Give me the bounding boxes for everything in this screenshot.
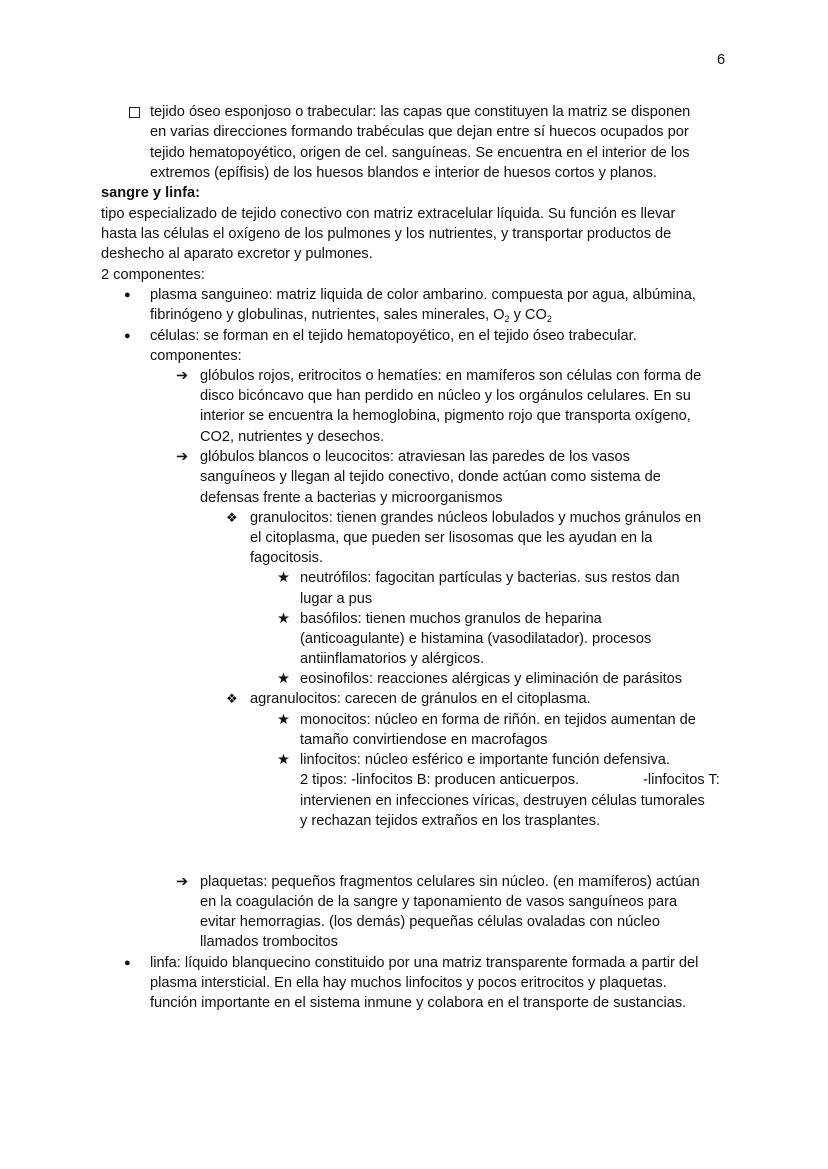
- linfocitos-line: intervienen en infecciones víricas, destruyen células tumorales: [300, 793, 705, 809]
- plaquetas-line: plaquetas: pequeños fragmentos celulares sin núcleo. (en mamíferos) actúan: [200, 874, 700, 890]
- monocitos-line: tamaño convirtiendose en macrofagos: [300, 732, 548, 748]
- page-number: 6: [717, 52, 726, 68]
- granulocitos-line: el citoplasma, que pueden ser lisosomas que les ayudan en la: [250, 530, 653, 546]
- monocitos-line: monocitos: núcleo en forma de riñón. en tejidos aumentan de: [300, 712, 696, 728]
- star-icon: ★: [277, 752, 291, 768]
- basofilos-line: basófilos: tienen muchos granulos de heparina: [300, 611, 602, 627]
- arrow-icon: ➔: [176, 874, 189, 890]
- basofilos-line: antiinflamatorios y alérgicos.: [300, 651, 485, 667]
- paragraph-line: deshecho al aparato excretor y pulmones.: [101, 246, 373, 262]
- plaquetas-line: en la coagulación de la sangre y taponamiento de vasos sanguíneos para: [200, 894, 678, 910]
- globulos-rojos-line: interior se encuentra la hemoglobina, pigmento rojo que transporta oxígeno,: [200, 408, 691, 424]
- linfa-line: linfa: líquido blanquecino constituido por una matriz transparente formada a partir del: [150, 955, 699, 971]
- linfa-line: función importante en el sistema inmune y colabora en el transporte de sustancias.: [150, 995, 687, 1011]
- eosinofilos-line: eosinofilos: reacciones alérgicas y eliminación de parásitos: [300, 671, 683, 687]
- star-icon: ★: [277, 712, 291, 728]
- globulos-rojos-line: glóbulos rojos, eritrocitos o hematíes: en mamíferos son células con forma de: [200, 368, 702, 384]
- paragraph-line: hasta las células el oxígeno de los pulmones y los nutrientes, y transportar productos de: [101, 226, 672, 242]
- neutrofilos-line: lugar a pus: [300, 591, 373, 607]
- components-label: 2 componentes:: [101, 267, 205, 283]
- globulos-rojos-line: disco bicóncavo que han perdido en núcleo y los orgánulos celulares. En su: [200, 388, 691, 404]
- plasma-line: plasma sanguineo: matriz liquida de color ambarino. compuesta por agua, albúmina,: [150, 287, 696, 303]
- star-icon: ★: [277, 570, 291, 586]
- arrow-icon: ➔: [176, 449, 189, 465]
- bullet-icon: ●: [124, 957, 131, 969]
- intro-line: en varias direcciones formando trabéculas que dejan entre sí huecos ocupados por: [150, 124, 689, 140]
- intro-line: tejido hematopoyético, origen de cel. sanguíneas. Se encuentra en el interior de los: [150, 145, 690, 161]
- checkbox-icon: [129, 107, 140, 118]
- linfa-line: plasma intersticial. En ella hay muchos linfocitos y pocos eritrocitos y plaquetas.: [150, 975, 667, 991]
- plaquetas-line: evitar hemorragias. (los demás) pequeñas células ovaladas con núcleo: [200, 914, 660, 930]
- celulas-line: células: se forman en el tejido hematopoyético, en el tejido óseo trabecular.: [150, 328, 637, 344]
- granulocitos-line: fagocitosis.: [250, 550, 324, 566]
- globulos-blancos-line: glóbulos blancos o leucocitos: atraviesan las paredes de los vasos: [200, 449, 630, 465]
- diamond-icon: ❖: [226, 510, 238, 525]
- star-icon: ★: [277, 611, 291, 627]
- plaquetas-line: llamados trombocitos: [200, 934, 338, 950]
- globulos-rojos-line: CO2, nutrientes y desechos.: [200, 429, 385, 445]
- globulos-blancos-line: sanguíneos y llegan al tejido conectivo, donde actúan como sistema de: [200, 469, 661, 485]
- linfocitos-line: -linfocitos T:: [643, 772, 720, 788]
- basofilos-line: (anticoagulante) e histamina (vasodilatador). procesos: [300, 631, 652, 647]
- section-heading: sangre y linfa:: [101, 185, 200, 201]
- plasma-line: fibrinógeno y globulinas, nutrientes, sales minerales, $O_2$ y $CO_2$: [150, 307, 552, 324]
- agranulocitos-line: agranulocitos: carecen de gránulos en el citoplasma.: [250, 691, 591, 707]
- linfocitos-line: 2 tipos: -linfocitos B: producen anticuerpos.: [300, 772, 580, 788]
- globulos-blancos-line: defensas frente a bacterias y microorganismos: [200, 490, 503, 506]
- arrow-icon: ➔: [176, 368, 189, 384]
- celulas-line: componentes:: [150, 348, 242, 364]
- linfocitos-line: linfocitos: núcleo esférico e importante función defensiva.: [300, 752, 670, 768]
- linfocitos-line: y rechazan tejidos extraños en los trasplantes.: [300, 813, 601, 829]
- intro-line: tejido óseo esponjoso o trabecular: las capas que constituyen la matriz se disponen: [150, 104, 691, 120]
- star-icon: ★: [277, 671, 291, 687]
- bullet-icon: ●: [124, 330, 131, 342]
- diamond-icon: ❖: [226, 691, 238, 706]
- neutrofilos-line: neutrófilos: fagocitan partículas y bacterias. sus restos dan: [300, 570, 680, 586]
- bullet-icon: ●: [124, 289, 131, 301]
- granulocitos-line: granulocitos: tienen grandes núcleos lobulados y muchos gránulos en: [250, 510, 702, 526]
- intro-line: extremos (epífisis) de los huesos blandos e interior de huesos cortos y planos.: [150, 165, 657, 181]
- paragraph-line: tipo especializado de tejido conectivo con matriz extracelular líquida. Su función es llevar: [101, 206, 676, 222]
